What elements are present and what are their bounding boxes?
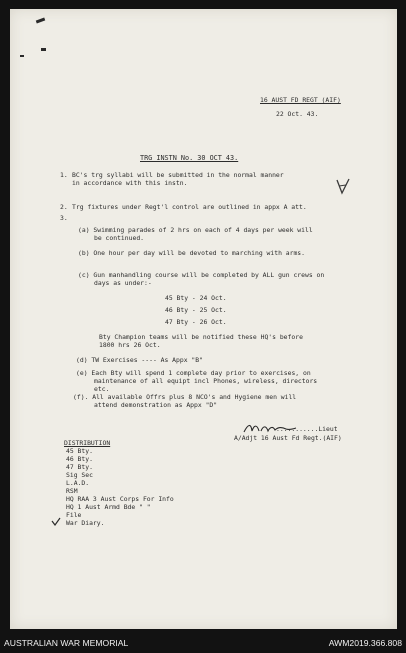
para-number: 2. (60, 203, 68, 211)
item-c-text: days as under:- (94, 279, 152, 287)
distribution-item: 45 Bty. (66, 447, 93, 455)
footer-source: AUSTRALIAN WAR MEMORIAL (4, 638, 129, 648)
distribution-item: War Diary. (66, 519, 105, 527)
para-number: 1. (60, 171, 68, 179)
item-c-text: (c) Gun manhandling course will be completed by ALL gun crews on (78, 271, 325, 279)
bty-schedule-row: 46 Bty - 25 Oct. (165, 306, 227, 314)
punch-mark (41, 48, 46, 51)
item-a-text: (a) Swimming parades of 2 hrs on each of 4 days per week will (78, 226, 313, 234)
distribution-item: L.A.D. (66, 479, 90, 487)
para-1-text: in accordance with this instn. (72, 179, 188, 187)
punch-mark (20, 55, 24, 57)
war-diary-check-mark (51, 517, 61, 526)
handwritten-check-mark (335, 177, 351, 197)
bty-schedule-row: 45 Bty - 24 Oct. (165, 294, 227, 302)
distribution-item: HQ 1 Aust Armd Bde " " (66, 503, 151, 511)
distribution-item: 46 Bty. (66, 455, 93, 463)
punch-mark (36, 18, 45, 24)
para-2-text: Trg fixtures under Regt'l control are outlined in appx A att. (72, 203, 307, 211)
item-b-text: (b) One hour per day will be devoted to marching with arms. (78, 249, 306, 257)
signature-title: A/Adjt 16 Aust Fd Regt.(AIF) (234, 434, 342, 442)
item-f-text: attend demonstration as Appx "D" (94, 401, 218, 409)
item-e-text: (e) Each Bty will spend 1 complete day prior to exercises, on (76, 369, 311, 377)
para-1-text: BC's trg syllabi will be submitted in the normal manner (72, 171, 284, 179)
item-f-text: (f). All available Offrs plus 8 NCO's and Hygiene men will (73, 393, 297, 401)
item-e-text: etc. (94, 385, 110, 393)
distribution-item: Sig Sec (66, 471, 93, 479)
champion-note: Bty Champion teams will be notified these HQ's before (99, 333, 303, 341)
distribution-item: HQ RAA 3 Aust Corps For Info (66, 495, 174, 503)
item-d-text: (d) TW Exercises ---- As Appx "B" (76, 356, 203, 364)
distribution-item: File (66, 511, 82, 519)
document-page (10, 9, 397, 629)
champion-note: 1800 hrs 26 Oct. (99, 341, 161, 349)
document-date: 22 Oct. 43. (276, 110, 319, 118)
archive-footer (0, 632, 406, 653)
distribution-heading: DISTRIBUTION (64, 439, 111, 447)
unit-header: 16 AUST FD REGT (AIF) (260, 96, 341, 104)
para-number: 3. (60, 214, 68, 222)
item-e-text: maintenance of all equipt incl Phones, wireless, directors (94, 377, 318, 385)
distribution-item: RSM (66, 487, 78, 495)
footer-accession-number: AWM2019.366.808 (328, 638, 402, 648)
document-title: TRG INSTN No. 30 OCT 43. (140, 154, 239, 162)
signature-rank: ...........Lieut (276, 425, 338, 433)
item-a-text: be continued. (94, 234, 145, 242)
bty-schedule-row: 47 Bty - 26 Oct. (165, 318, 227, 326)
distribution-item: 47 Bty. (66, 463, 93, 471)
